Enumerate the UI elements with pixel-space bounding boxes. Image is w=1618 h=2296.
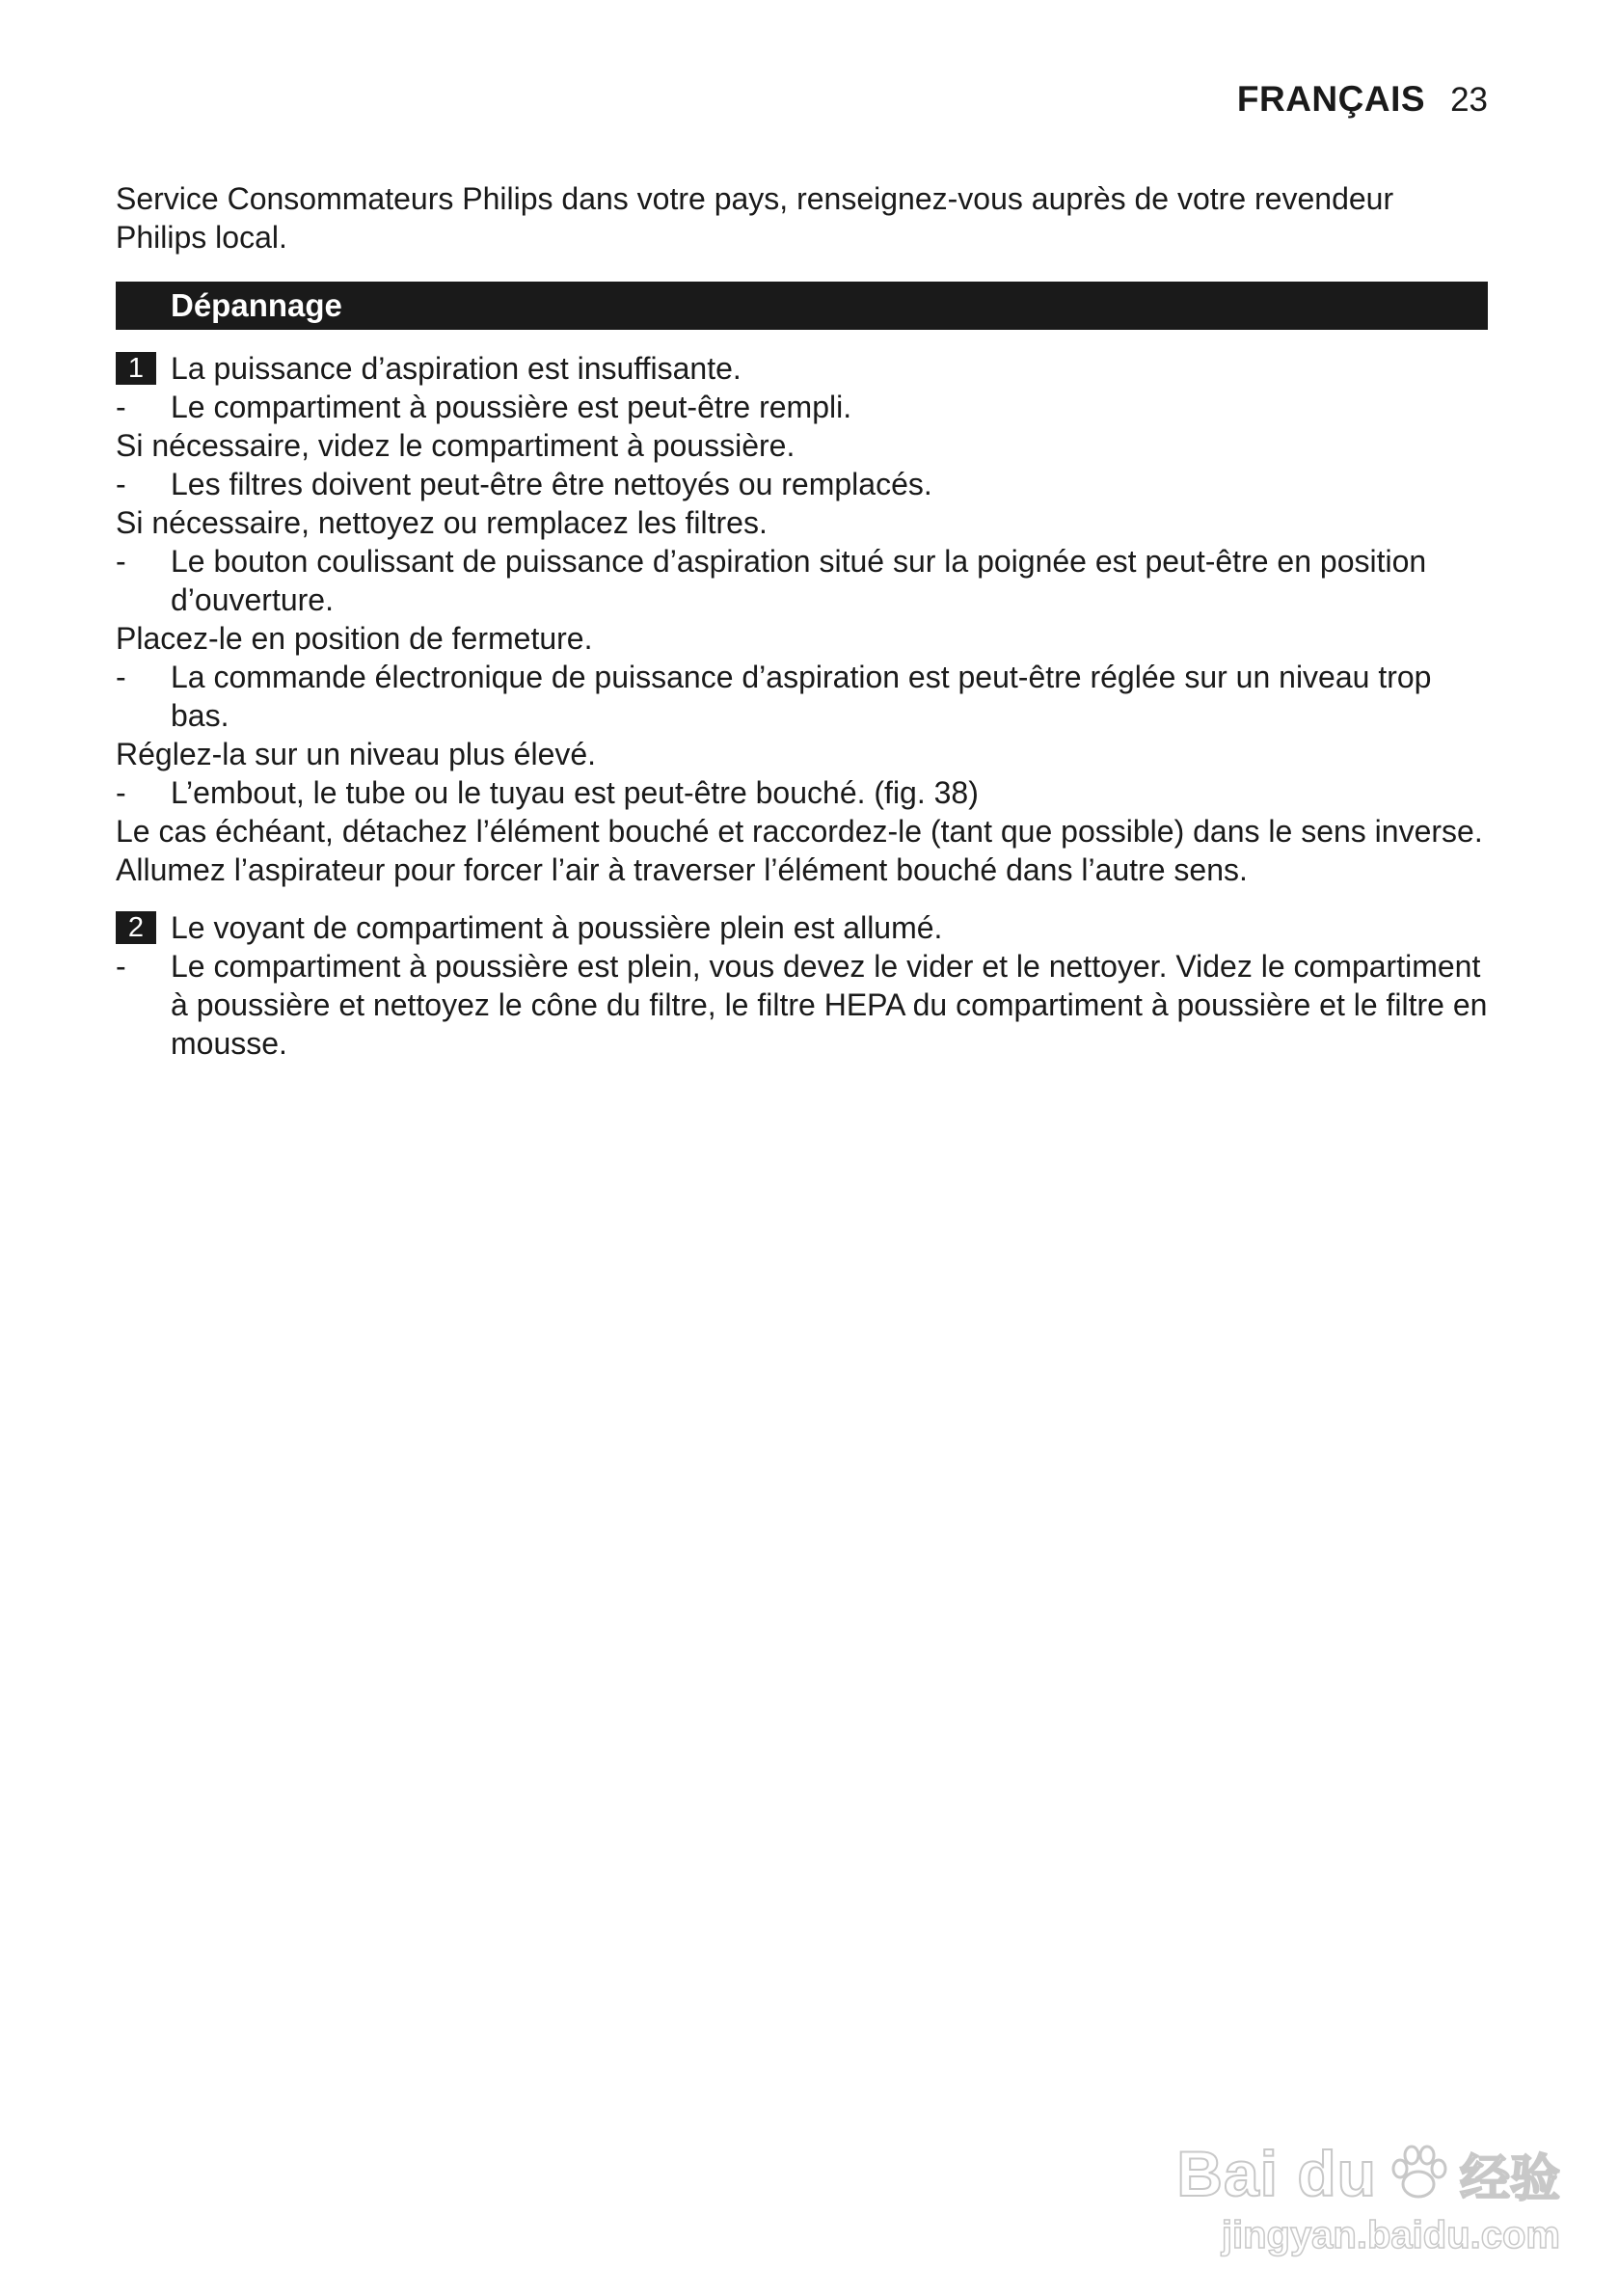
cause-item — [116, 388, 1488, 426]
problem-title-text: La puissance d’aspiration est insuffisante. — [171, 351, 742, 386]
problem-title-text: Le voyant de compartiment à poussière plein est allumé. — [171, 910, 943, 945]
page-number: 23 — [1450, 81, 1488, 119]
cause-text: L’embout, le tube ou le tuyau est peut-être bouché. (fig. 38) — [171, 775, 979, 810]
problem-number-badge: 1 — [116, 352, 156, 385]
watermark-brand: Bai du — [1176, 2138, 1377, 2209]
problem-2 — [116, 908, 1488, 1063]
dash-bullet: - — [116, 660, 126, 694]
cause-item — [116, 947, 1488, 1063]
cause-text: Le compartiment à poussière est peut-être rempli. — [171, 390, 852, 424]
page-content — [116, 179, 1488, 1082]
watermark-url: jingyan.baidu.com — [1221, 2214, 1560, 2256]
dash-bullet: - — [116, 544, 126, 579]
cause-item — [116, 773, 1488, 812]
dash-bullet: - — [116, 775, 126, 810]
solution-text: Si nécessaire, nettoyez ou remplacez les filtres. — [116, 505, 768, 540]
dash-bullet: - — [116, 949, 126, 984]
intro-paragraph: Service Consommateurs Philips dans votre pays, renseignez-vous auprès de votre revendeur Philips local. — [116, 181, 1394, 255]
section-heading: Dépannage — [116, 282, 1488, 330]
cause-item — [116, 658, 1488, 735]
watermark-logo-row — [1176, 2137, 1560, 2210]
cause-text: Le compartiment à poussière est plein, vous devez le vider et le nettoyer. Videz le compartiment à poussière et nettoyez le cône du filtre, le filtre HEPA du compartiment à poussière et le filtre en mousse. — [171, 949, 1488, 1061]
cause-text: La commande électronique de puissance d’aspiration est peut-être réglée sur un niveau trop bas. — [171, 660, 1432, 733]
language-label: FRANÇAIS — [1236, 79, 1426, 119]
solution-text: Réglez-la sur un niveau plus élevé. — [116, 737, 597, 771]
cause-text: Les filtres doivent peut-être être nettoyés ou remplacés. — [171, 467, 932, 501]
problem-title — [116, 349, 1488, 388]
page-header — [1237, 79, 1488, 120]
solution-text: Le cas échéant, détachez l’élément bouché et raccordez-le (tant que possible) dans le sens inverse. Allumez l’aspirateur pour forcer l’air à traverser l’élément bouché dans l’autre sens. — [116, 814, 1483, 887]
solution-text: Placez-le en position de fermeture. — [116, 621, 593, 656]
cause-text: Le bouton coulissant de puissance d’aspiration situé sur la poignée est peut-être en position d’ouverture. — [171, 544, 1427, 617]
problem-1 — [116, 349, 1488, 889]
cause-item — [116, 542, 1488, 619]
dash-bullet: - — [116, 467, 126, 501]
problem-number-badge: 2 — [116, 911, 156, 944]
problem-title — [116, 908, 1488, 947]
dash-bullet: - — [116, 390, 126, 424]
solution-text: Si nécessaire, videz le compartiment à poussière. — [116, 428, 796, 463]
cause-item — [116, 465, 1488, 503]
baidu-watermark — [1176, 2137, 1560, 2257]
paw-icon — [1385, 2140, 1452, 2207]
watermark-cn-text: 经验 — [1459, 2149, 1560, 2208]
